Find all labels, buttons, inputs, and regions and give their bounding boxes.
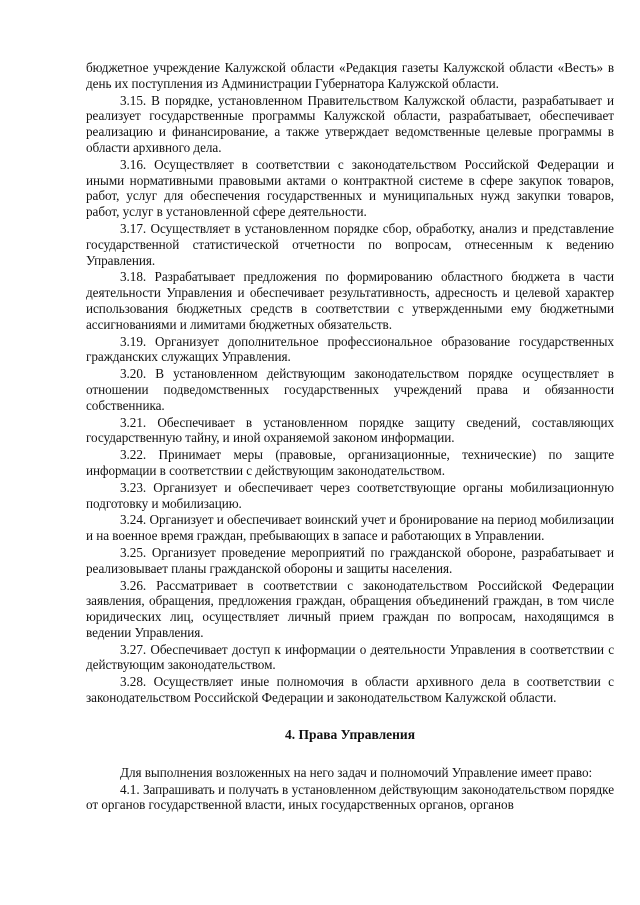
paragraph-3-27: 3.27. Обеспечивает доступ к информации о деятельности Управления в соответствии с действующим законодательством. [86, 641, 614, 673]
paragraph-3-22: 3.22. Принимает меры (правовые, организационные, технические) по защите информации в соответствии с действующим законодательством. [86, 447, 614, 478]
paragraph-4-1: 4.1. Запрашивать и получать в установленном действующим законодательством порядке от органов государственной власти, иных государственных органов, органов [86, 781, 614, 813]
paragraph-3-26: 3.26. Рассматривает в соответствии с законодательством Российской Федерации заявления, обращения, предложения граждан, обращения объединений граждан, в том числе юридических лиц, осуществляет личный прием граждан по вопросам, находящимся в ведении Управления. [86, 577, 614, 640]
paragraph-3-18: 3.18. Разрабатывает предложения по формированию областного бюджета в части деятельности Управления и обеспечивает результативность, адресность и целевой характер использования бюджетных средств в соответствии с утвержденными ему бюджетными ассигнованиями и лимитами бюджетных обязательств. [86, 269, 614, 332]
section-heading: 4. Права Управления [284, 726, 416, 742]
paragraph-continuation: бюджетное учреждение Калужской области «Редакция газеты Калужской области «Весть» в день их поступления из Администрации Губернатора Калужской области. [86, 60, 614, 91]
paragraph-3-28: 3.28. Осуществляет иные полномочия в области архивного дела в соответствии с законодательством Российской Федерации и законодательством Калужской области. [86, 674, 614, 706]
paragraph-3-15: 3.15. В порядке, установленном Правительством Калужской области, разрабатывает и реализует государственные программы Калужской области, разрабатывает, обеспечивает реализацию и финансирование, а также утверждает ведомственные целевые программы в области архивного дела. [86, 92, 614, 155]
paragraph-3-21: 3.21. Обеспечивает в установленном порядке защиту сведений, составляющих государственную тайну, и иной охраняемой законом информации. [86, 414, 614, 446]
paragraph-3-16: 3.16. Осуществляет в соответствии с законодательством Российской Федерации и иными нормативными правовыми актами о контрактной системе в сфере закупок товаров, работ, услуг для обеспечения государственных и муниципальных нужд закупки товаров, работ, услуг в установленной сфере деятельности. [86, 156, 614, 220]
paragraph-3-17: 3.17. Осуществляет в установленном порядке сбор, обработку, анализ и представление государственной статистической отчетности по вопросам, отнесенным к ведению Управления. [86, 220, 614, 268]
paragraph-3-23: 3.23. Организует и обеспечивает через соответствующие органы мобилизационную подготовку и мобилизацию. [86, 479, 614, 511]
paragraph-3-19: 3.19. Организует дополнительное профессиональное образование государственных гражданских служащих Управления. [86, 333, 614, 365]
paragraph-3-24: 3.24. Организует и обеспечивает воинский учет и бронирование на период мобилизации и на военное время граждан, пребывающих в запасе и работающих в Управлении. [86, 512, 614, 544]
paragraph-intro: Для выполнения возложенных на него задач и полномочий Управление имеет право: [120, 764, 593, 780]
paragraph-3-25: 3.25. Организует проведение мероприятий по гражданской обороне, разрабатывает и реализовывает планы гражданской обороны и защиты населения. [86, 544, 614, 576]
paragraph-3-20: 3.20. В установленном действующим законодательством порядке осуществляет в отношении подведомственных государственных учреждений права и обязанности собственника. [86, 366, 614, 413]
